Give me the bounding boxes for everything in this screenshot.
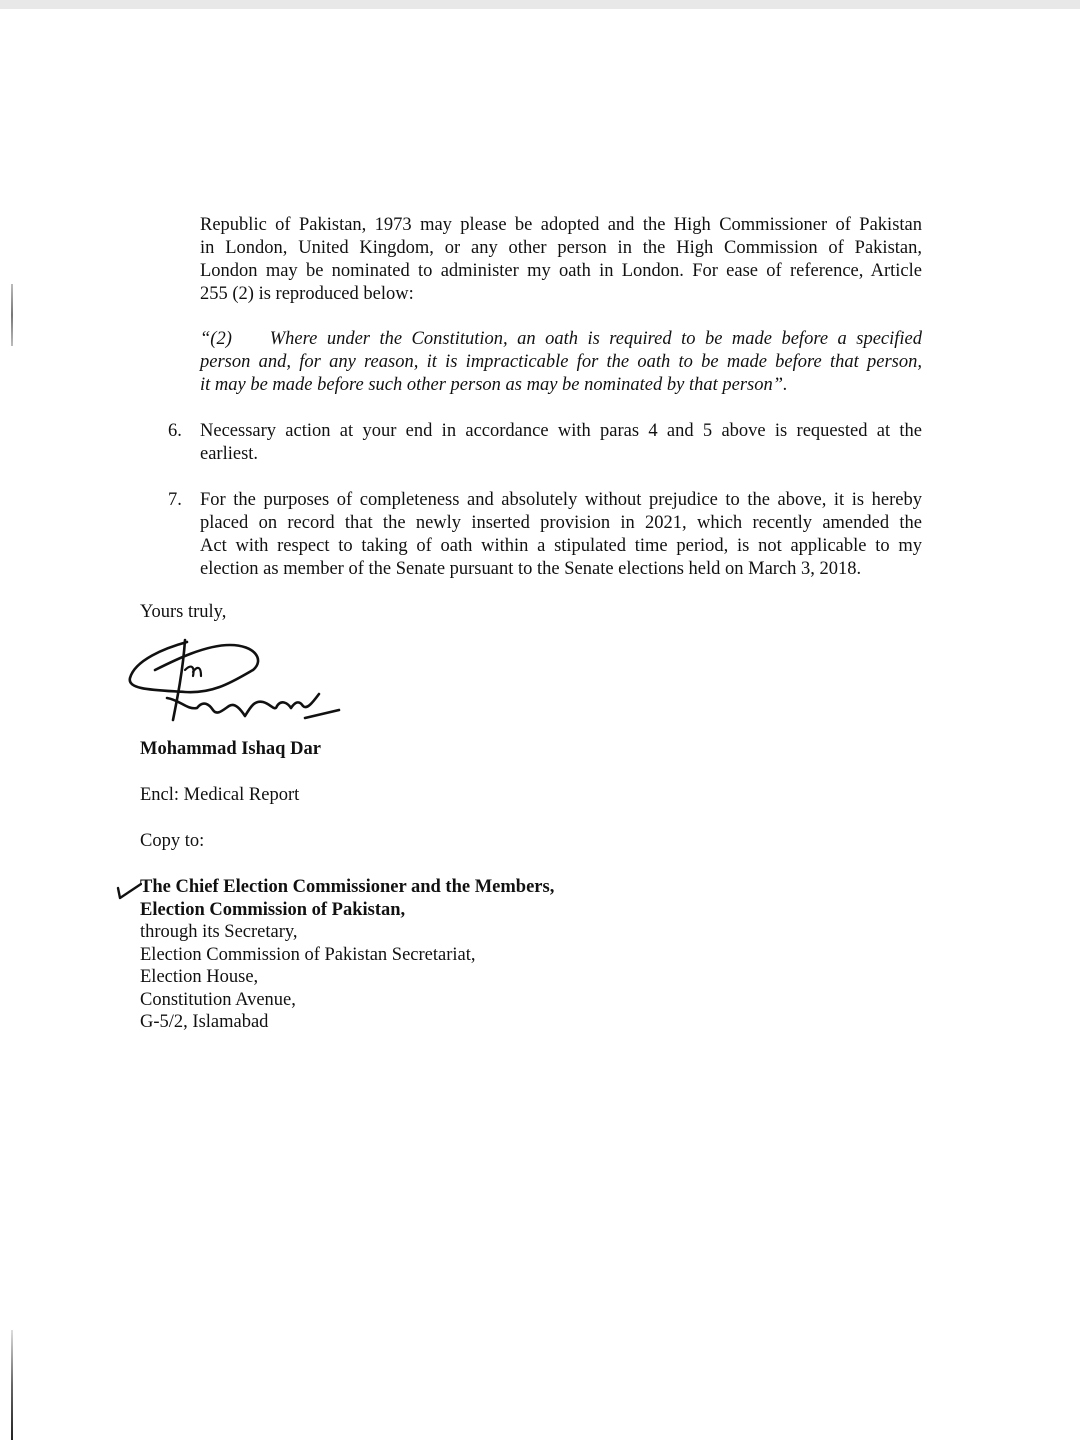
paragraph-number: 7.: [168, 490, 182, 510]
text-line: Necessary action at your end in accordance with paras 4 and 5 above is requested at the: [200, 421, 922, 441]
text-line: placed on record that the newly inserted provision in 2021, which recently amended the: [200, 513, 922, 533]
text-line: 255 (2) is reproduced below:: [200, 284, 414, 304]
scan-edge-mark: [11, 1330, 13, 1440]
signer-name: Mohammad Ishaq Dar: [140, 739, 321, 759]
text-line: it may be made before such other person as may be nominated by that person”.: [200, 375, 788, 395]
paragraph-body: [200, 489, 922, 581]
text-line: election as member of the Senate pursuant to the Senate elections held on March 3, 2018.: [200, 559, 862, 579]
text-line: London may be nominated to administer my oath in London. For ease of reference, Article: [200, 261, 922, 281]
paragraph-6: [168, 420, 922, 466]
top-bar: [0, 0, 1080, 9]
closing: Yours truly,: [140, 602, 227, 622]
signature-icon: [125, 630, 355, 730]
text-line: Republic of Pakistan, 1973 may please be adopted and the High Commissioner of Pakistan: [200, 215, 922, 235]
copy-recipient-address: [140, 876, 554, 1034]
address-line: G-5/2, Islamabad: [140, 1012, 269, 1032]
address-line: Constitution Avenue,: [140, 989, 296, 1010]
text-line: earliest.: [200, 444, 259, 464]
article-quote: [200, 328, 922, 397]
scan-edge-mark: [11, 284, 13, 346]
checkmark-icon: [116, 880, 142, 900]
paragraph-body: [200, 420, 922, 466]
text-line: person and, for any reason, it is impracticable for the oath to be made before that person,: [200, 352, 922, 372]
recipient-organization: Election Commission of Pakistan,: [140, 899, 406, 920]
text-line: For the purposes of completeness and absolutely without prejudice to the above, it is hereby: [200, 490, 922, 510]
paragraph-number: 6.: [168, 421, 182, 441]
text-line: “(2) Where under the Constitution, an oath is required to be made before a specified: [200, 329, 922, 349]
continuation-paragraph: [200, 214, 922, 306]
enclosure-note: Encl: Medical Report: [140, 785, 300, 805]
address-line: through its Secretary,: [140, 922, 298, 942]
text-line: Act with respect to taking of oath within a stipulated time period, is not applicable to my: [200, 536, 922, 556]
copy-to-label: Copy to:: [140, 831, 205, 851]
address-line: Election House,: [140, 967, 259, 987]
address-line: Election Commission of Pakistan Secretariat,: [140, 944, 476, 965]
paragraph-7: [168, 489, 922, 581]
recipient-title: The Chief Election Commissioner and the Members,: [140, 877, 555, 897]
text-line: in London, United Kingdom, or any other person in the High Commission of Pakistan,: [200, 238, 922, 258]
